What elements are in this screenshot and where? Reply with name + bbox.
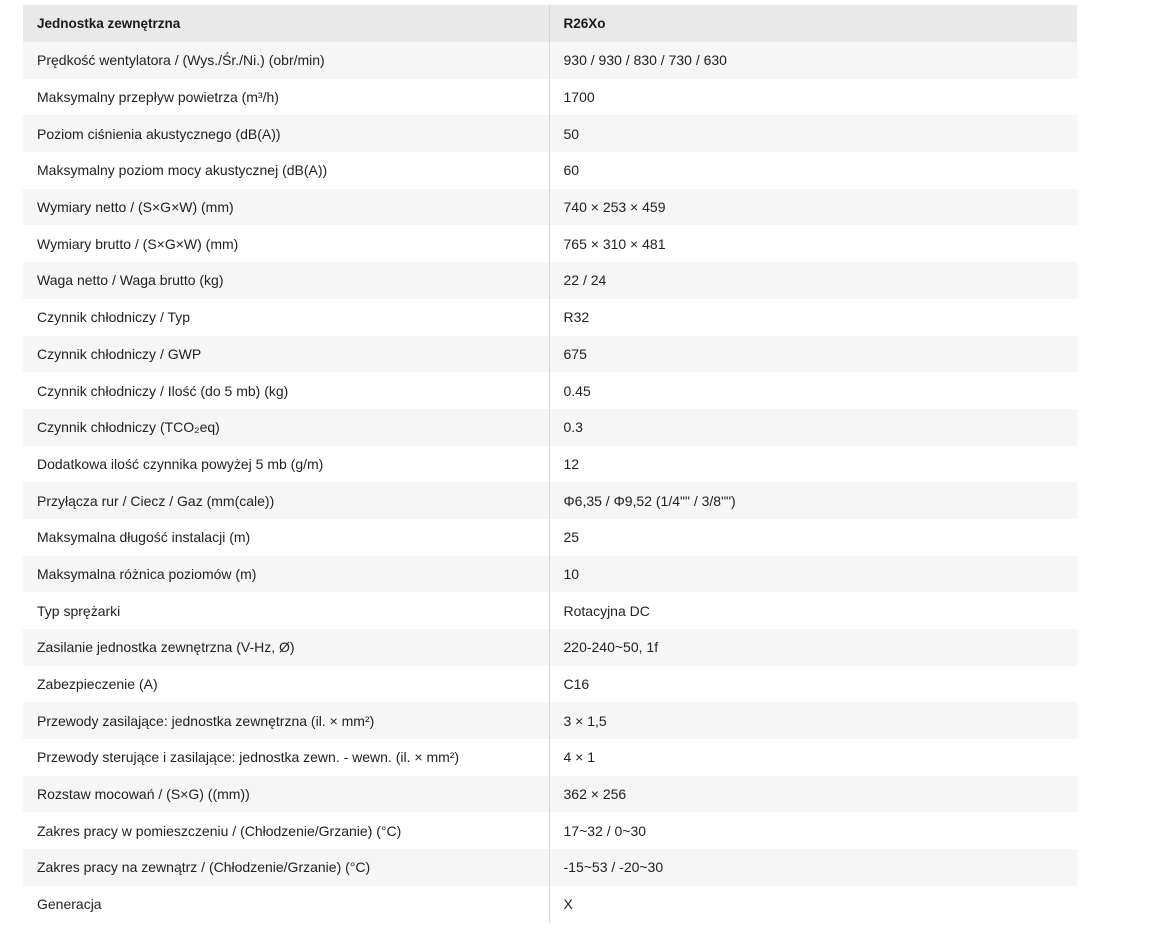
table-row — [23, 299, 1077, 336]
row-value: 930 / 930 / 830 / 730 / 630 — [549, 42, 1077, 79]
table-row — [23, 336, 1077, 373]
table-row — [23, 189, 1077, 226]
row-value: 10 — [549, 556, 1077, 593]
header-label: Jednostka zewnętrzna — [23, 5, 549, 42]
table-row — [23, 666, 1077, 703]
row-label: Zasilanie jednostka zewnętrzna (V-Hz, Ø) — [23, 629, 549, 666]
row-value: 12 — [549, 446, 1077, 483]
row-label: Dodatkowa ilość czynnika powyżej 5 mb (g/m) — [23, 446, 549, 483]
row-label: Czynnik chłodniczy / Ilość (do 5 mb) (kg) — [23, 372, 549, 409]
header-row — [23, 5, 1077, 42]
row-label: Przyłącza rur / Ciecz / Gaz (mm(cale)) — [23, 482, 549, 519]
row-label: Waga netto / Waga brutto (kg) — [23, 262, 549, 299]
row-label: Maksymalny poziom mocy akustycznej (dB(A)) — [23, 152, 549, 189]
row-label: Rozstaw mocowań / (S×G) ((mm)) — [23, 776, 549, 813]
table-row — [23, 42, 1077, 79]
row-value: Φ6,35 / Φ9,52 (1/4"" / 3/8"") — [549, 482, 1077, 519]
table-row — [23, 702, 1077, 739]
row-value: 50 — [549, 115, 1077, 152]
row-value: R32 — [549, 299, 1077, 336]
row-label: Czynnik chłodniczy / Typ — [23, 299, 549, 336]
row-label: Prędkość wentylatora / (Wys./Śr./Ni.) (obr/min) — [23, 42, 549, 79]
table-row — [23, 776, 1077, 813]
row-label: Generacja — [23, 886, 549, 923]
table-row — [23, 519, 1077, 556]
header-model: R26Xo — [549, 5, 1077, 42]
row-label: Poziom ciśnienia akustycznego (dB(A)) — [23, 115, 549, 152]
row-label: Przewody sterujące i zasilające: jednostka zewn. - wewn. (il. × mm²) — [23, 739, 549, 776]
row-label: Zakres pracy w pomieszczeniu / (Chłodzenie/Grzanie) (°C) — [23, 812, 549, 849]
table-row — [23, 849, 1077, 886]
table-row — [23, 152, 1077, 189]
row-value: 4 × 1 — [549, 739, 1077, 776]
row-value: 22 / 24 — [549, 262, 1077, 299]
row-value: 17~32 / 0~30 — [549, 812, 1077, 849]
table-row — [23, 739, 1077, 776]
row-label: Przewody zasilające: jednostka zewnętrzna (il. × mm²) — [23, 702, 549, 739]
row-value: Rotacyjna DC — [549, 592, 1077, 629]
table-row — [23, 372, 1077, 409]
table-row — [23, 886, 1077, 923]
row-value: 0.45 — [549, 372, 1077, 409]
row-value: 765 × 310 × 481 — [549, 225, 1077, 262]
row-value: 362 × 256 — [549, 776, 1077, 813]
row-value: 740 × 253 × 459 — [549, 189, 1077, 226]
row-value: 3 × 1,5 — [549, 702, 1077, 739]
table-row — [23, 409, 1077, 446]
row-value: 0.3 — [549, 409, 1077, 446]
spec-table-header — [23, 5, 1077, 42]
row-label: Wymiary netto / (S×G×W) (mm) — [23, 189, 549, 226]
table-row — [23, 482, 1077, 519]
row-label: Czynnik chłodniczy (TCO₂eq) — [23, 409, 549, 446]
row-value: C16 — [549, 666, 1077, 703]
row-label: Zabezpieczenie (A) — [23, 666, 549, 703]
table-row — [23, 592, 1077, 629]
table-row — [23, 629, 1077, 666]
table-row — [23, 556, 1077, 593]
row-label: Maksymalna długość instalacji (m) — [23, 519, 549, 556]
table-row — [23, 812, 1077, 849]
table-row — [23, 446, 1077, 483]
row-label: Maksymalna różnica poziomów (m) — [23, 556, 549, 593]
row-label: Wymiary brutto / (S×G×W) (mm) — [23, 225, 549, 262]
table-row — [23, 115, 1077, 152]
spec-table-body — [23, 42, 1077, 923]
row-value: 60 — [549, 152, 1077, 189]
row-value: -15~53 / -20~30 — [549, 849, 1077, 886]
row-label: Maksymalny przepływ powietrza (m³/h) — [23, 79, 549, 116]
table-row — [23, 262, 1077, 299]
row-value: 25 — [549, 519, 1077, 556]
spec-table — [23, 5, 1077, 923]
row-label: Typ sprężarki — [23, 592, 549, 629]
row-value: 675 — [549, 336, 1077, 373]
table-row — [23, 79, 1077, 116]
row-value: X — [549, 886, 1077, 923]
row-label: Czynnik chłodniczy / GWP — [23, 336, 549, 373]
row-value: 1700 — [549, 79, 1077, 116]
row-label: Zakres pracy na zewnątrz / (Chłodzenie/Grzanie) (°C) — [23, 849, 549, 886]
row-value: 220-240~50, 1f — [549, 629, 1077, 666]
table-row — [23, 225, 1077, 262]
